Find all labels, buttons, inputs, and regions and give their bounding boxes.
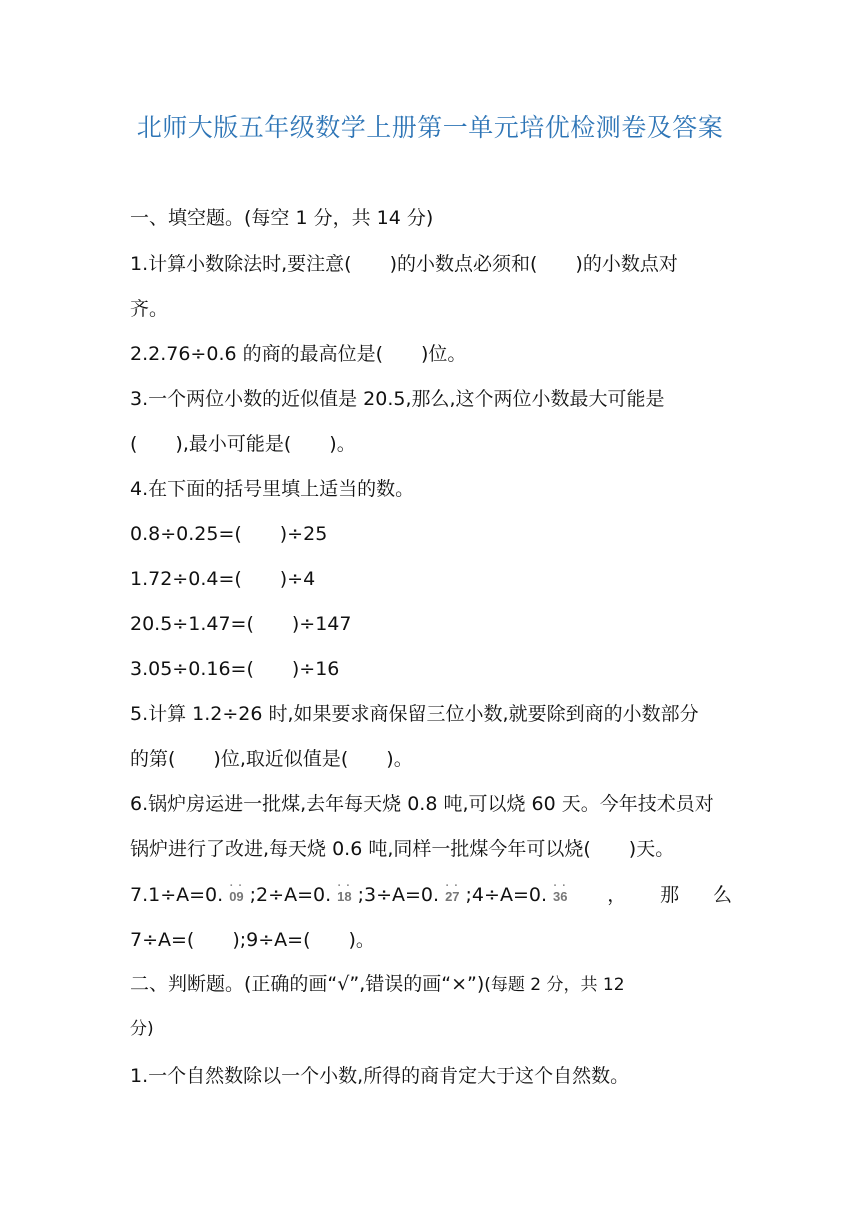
question-4-item-3: 20.5÷1.47=( )÷147 — [130, 613, 352, 635]
question-6-line2: 锅炉进行了改进,每天烧 0.6 吨,同样一批煤今年可以烧( )天。 — [130, 838, 675, 860]
question-3-line2: ( ),最小可能是( )。 — [130, 433, 356, 455]
section2-question-1: 1.一个自然数除以一个小数,所得的商肯定大于这个自然数。 — [130, 1065, 630, 1087]
section2-heading-main: 二、判断题。(正确的画“√”,错误的画“×”) — [130, 973, 485, 995]
section2-heading-score: (每题 2 分，共 12 — [484, 975, 625, 995]
question-7-line2: 7÷A=( );9÷A=( )。 — [130, 929, 375, 951]
question-1-line1: 1.计算小数除法时,要注意( )的小数点必须和( )的小数点对 — [130, 253, 678, 275]
q7-expression-1: 7.1÷A=0. — [130, 884, 224, 906]
question-2: 2.2.76÷0.6 的商的最高位是( )位。 — [130, 343, 467, 365]
question-4-item-2: 1.72÷0.4=( )÷4 — [130, 568, 316, 590]
question-1-line2: 齐。 — [130, 298, 169, 320]
repeating-decimal-4: · · 36 — [553, 881, 567, 911]
question-7-part — [130, 881, 573, 911]
question-5-line2: 的第( )位,取近似值是( )。 — [130, 748, 413, 770]
question-6-line1: 6.锅炉房运进一批煤,去年每天烧 0.8 吨,可以烧 60 天。今年技术员对 — [130, 793, 714, 815]
q7-expression-3: ;3÷A=0. — [357, 884, 440, 906]
page-title: 北师大版五年级数学上册第一单元培优检测卷及答案 — [136, 113, 724, 142]
question-7-line1 — [130, 881, 732, 911]
repeating-decimal-2: · · 18 — [337, 881, 351, 911]
repeating-decimal-3: · · 27 — [445, 881, 459, 911]
q7-expression-2: ;2÷A=0. — [249, 884, 332, 906]
q7-comma: ， — [607, 884, 627, 906]
question-4-item-1: 0.8÷0.25=( )÷25 — [130, 523, 328, 545]
q7-word-me: 么 — [712, 884, 732, 906]
q7-expression-4: ;4÷A=0. — [465, 884, 547, 906]
section2-heading — [130, 970, 732, 999]
section1-heading: 一、填空题。(每空 1 分，共 14 分) — [130, 207, 434, 229]
question-4: 4.在下面的括号里填上适当的数。 — [130, 478, 415, 500]
q7-word-na: 那 — [660, 884, 680, 906]
repeating-decimal-1: · · 09 — [229, 881, 243, 911]
question-5-line1: 5.计算 1.2÷26 时,如果要求商保留三位小数,就要除到商的小数部分 — [130, 703, 699, 725]
question-4-item-4: 3.05÷0.16=( )÷16 — [130, 658, 340, 680]
section2-heading-line2: 分) — [130, 1019, 154, 1039]
question-3-line1: 3.一个两位小数的近似值是 20.5,那么,这个两位小数最大可能是 — [130, 388, 665, 410]
